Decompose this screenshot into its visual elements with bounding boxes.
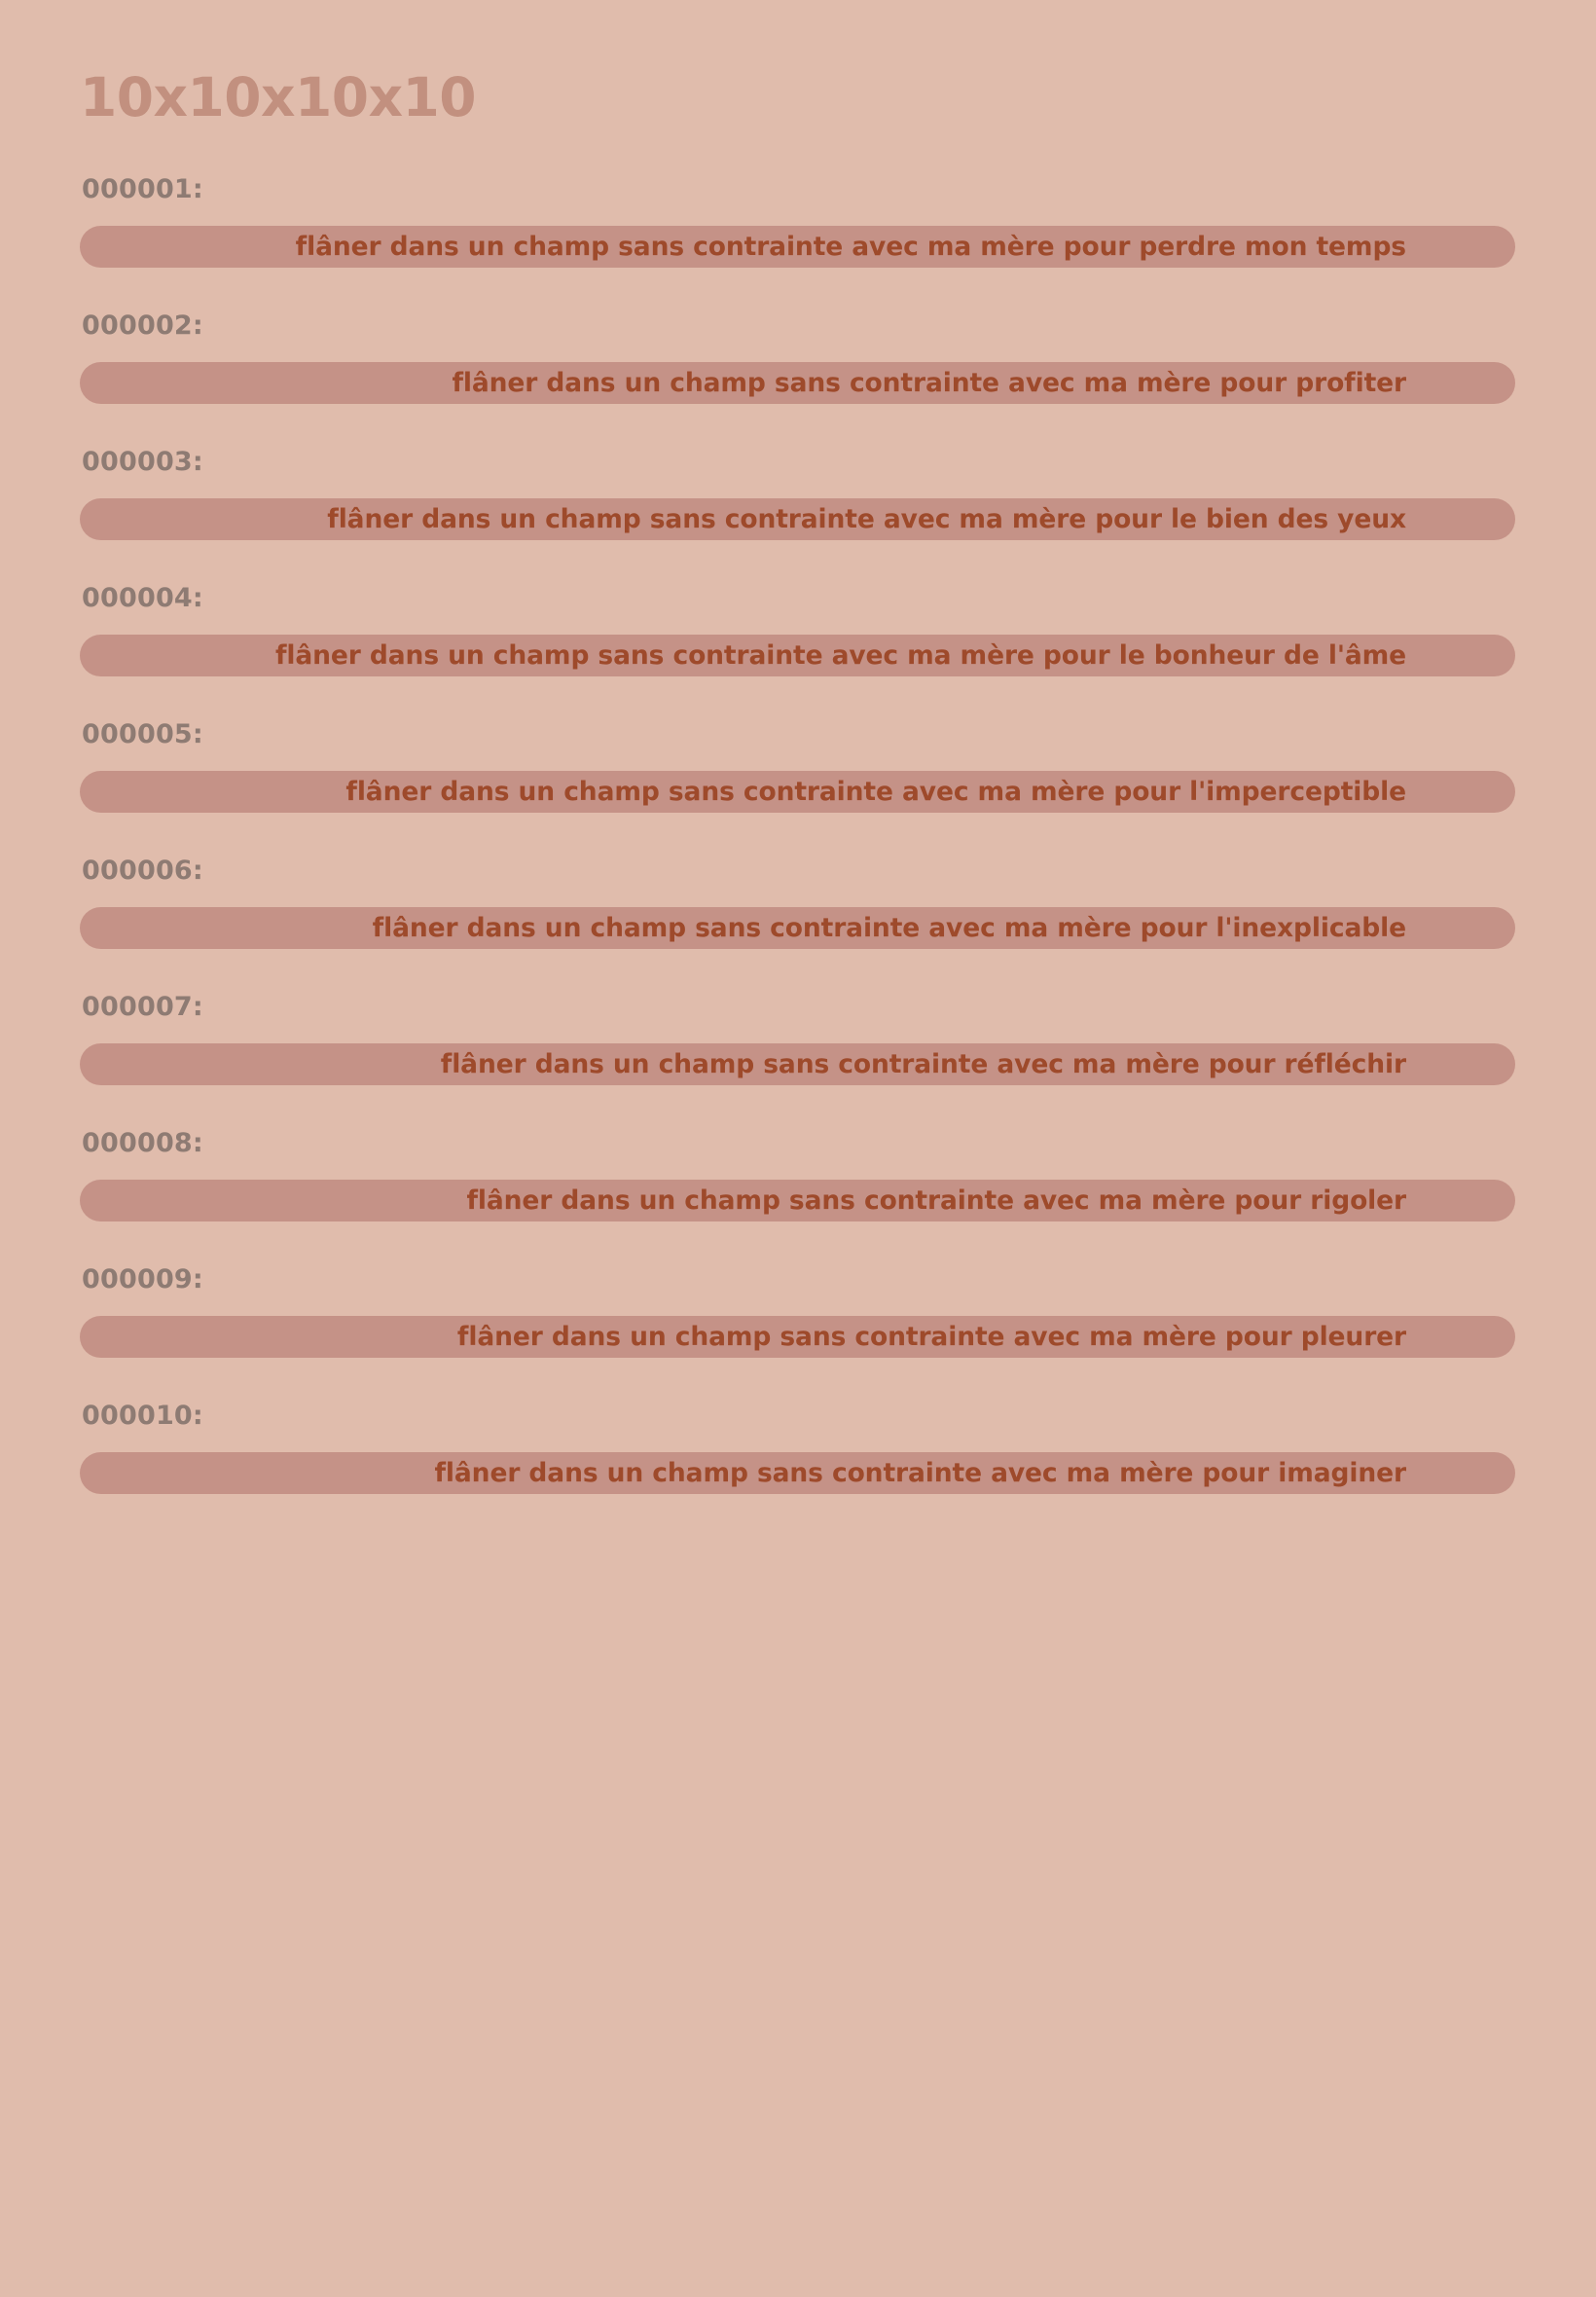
entry-id: 000004: — [82, 582, 203, 613]
entry-text: flâner dans un champ sans contrainte avec ma mère pour perdre mon temps — [295, 231, 1406, 262]
list-item — [80, 1401, 1516, 1494]
list-item — [80, 583, 1516, 676]
entry-bar[interactable] — [80, 362, 1515, 404]
entry-id: 000002: — [82, 310, 203, 341]
entry-id: 000003: — [82, 446, 203, 477]
list-item — [80, 719, 1516, 813]
entry-text: flâner dans un champ sans contrainte avec ma mère pour imaginer — [434, 1457, 1406, 1488]
page-title: 10x10x10x10 — [80, 66, 477, 128]
entry-id: 000009: — [82, 1263, 203, 1294]
entry-bar[interactable] — [80, 635, 1515, 676]
entry-id: 000005: — [82, 718, 203, 749]
entry-id: 000001: — [82, 173, 203, 204]
entry-bar[interactable] — [80, 1043, 1515, 1085]
list-item — [80, 856, 1516, 949]
list-item — [80, 447, 1516, 540]
entry-text: flâner dans un champ sans contrainte avec ma mère pour le bien des yeux — [327, 503, 1406, 534]
entry-text: flâner dans un champ sans contrainte avec ma mère pour le bonheur de l'âme — [274, 639, 1406, 671]
entry-bar[interactable] — [80, 1316, 1515, 1358]
entry-id: 000010: — [82, 1400, 203, 1431]
entry-text: flâner dans un champ sans contrainte avec ma mère pour rigoler — [466, 1185, 1406, 1216]
entry-bar[interactable] — [80, 226, 1515, 268]
entry-bar[interactable] — [80, 771, 1515, 813]
entry-bar[interactable] — [80, 498, 1515, 540]
list-item — [80, 1264, 1516, 1358]
list-item — [80, 992, 1516, 1085]
list-item — [80, 1128, 1516, 1221]
list-item — [80, 310, 1516, 404]
entry-bar[interactable] — [80, 1180, 1515, 1221]
entry-bar[interactable] — [80, 1452, 1515, 1494]
entry-text: flâner dans un champ sans contrainte avec ma mère pour l'inexplicable — [372, 912, 1406, 943]
entry-bar[interactable] — [80, 907, 1515, 949]
entry-id: 000007: — [82, 991, 203, 1022]
entry-text: flâner dans un champ sans contrainte avec ma mère pour pleurer — [456, 1321, 1406, 1352]
entry-text: flâner dans un champ sans contrainte avec ma mère pour l'imperceptible — [345, 776, 1406, 807]
entry-id: 000008: — [82, 1127, 203, 1158]
entry-text: flâner dans un champ sans contrainte avec ma mère pour réfléchir — [440, 1048, 1406, 1079]
entry-text: flâner dans un champ sans contrainte avec ma mère pour profiter — [452, 367, 1406, 398]
entry-id: 000006: — [82, 855, 203, 886]
list-item — [80, 174, 1516, 268]
